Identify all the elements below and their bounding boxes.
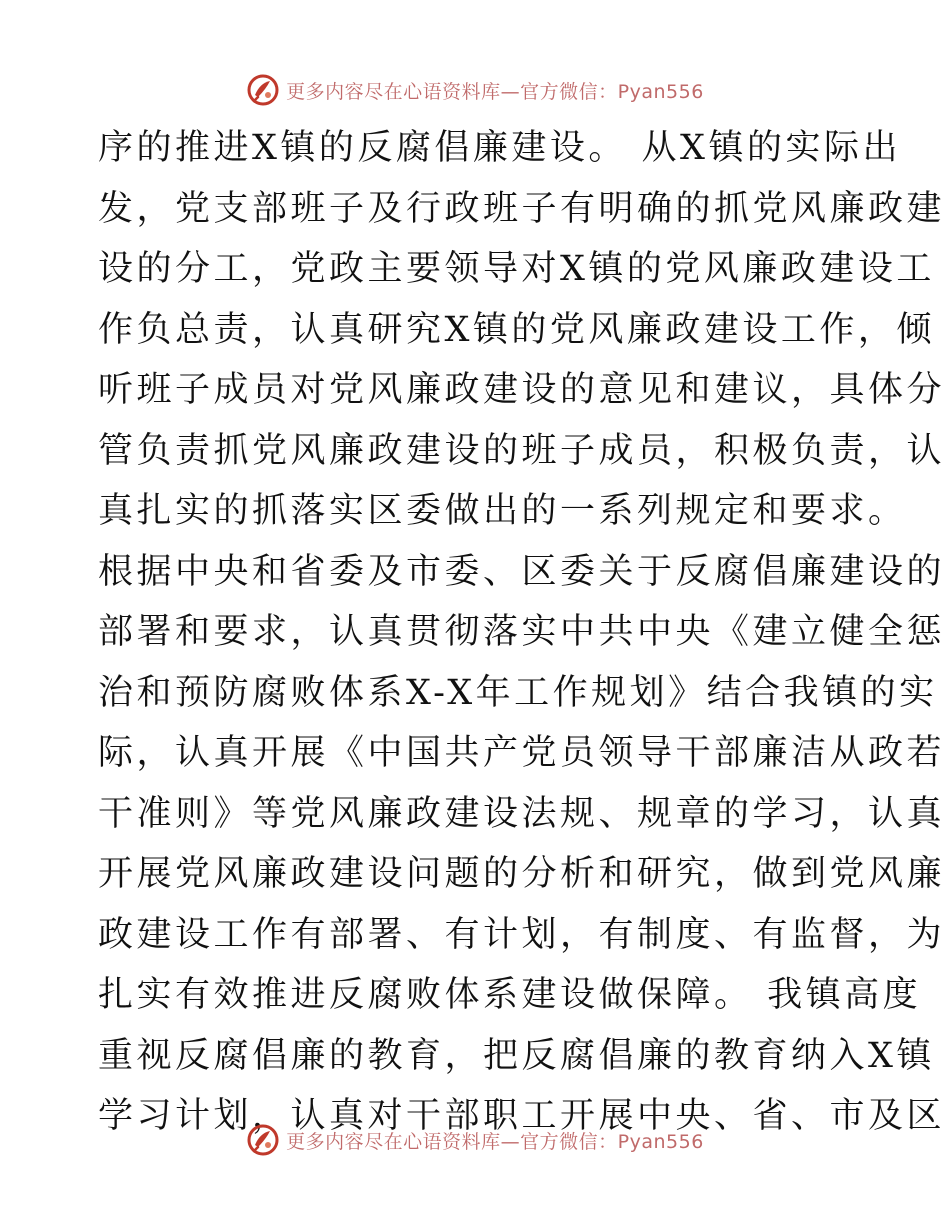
body-line: 发，党支部班子及行政班子有明确的抓党风廉政建	[98, 188, 946, 229]
body-line: 真扎实的抓落实区委做出的一系列规定和要求。	[98, 491, 907, 531]
body-line: 设的分工，党政主要领导对X镇的党风廉政建设工	[98, 249, 935, 289]
body-line: 管负责抓党风廉政建设的班子成员，积极负责，认	[98, 430, 946, 471]
body-line: 开展党风廉政建设问题的分析和研究，做到党风廉	[98, 854, 946, 894]
header-watermark-text: 更多内容尽在心语资料库—官方微信：Pyan556	[286, 80, 704, 103]
body-line: 扎实有效推进反腐败体系建设做保障。 我镇高度	[98, 975, 922, 1015]
body-line: 序的推进X镇的反腐倡廉建设。 从X镇的实际出	[98, 128, 901, 168]
header-watermark	[0, 70, 950, 110]
brand-logo-icon	[246, 73, 280, 107]
body-line: 重视反腐倡廉的教育，把反腐倡廉的教育纳入X镇	[98, 1035, 935, 1076]
footer-watermark	[0, 1120, 950, 1160]
body-line: 政建设工作有部署、有计划，有制度、有监督，为	[98, 914, 946, 955]
body-line: 听班子成员对党风廉政建设的意见和建议，具体分	[98, 370, 946, 410]
brand-logo-icon	[246, 1123, 280, 1157]
body-line: 部署和要求，认真贯彻落实中共中央《建立健全惩	[98, 612, 946, 652]
body-line: 治和预防腐败体系X-X年工作规划》结合我镇的实	[98, 672, 938, 713]
footer-watermark-text: 更多内容尽在心语资料库—官方微信：Pyan556	[286, 1130, 704, 1153]
body-line: 际，认真开展《中国共产党员领导干部廉洁从政若	[98, 733, 946, 773]
document-body	[98, 118, 946, 1147]
body-line: 根据中央和省委及市委、区委关于反腐倡廉建设的	[98, 551, 946, 592]
body-line: 作负总责，认真研究X镇的党风廉政建设工作，倾	[98, 309, 935, 350]
body-line: 干准则》等党风廉政建设法规、规章的学习，认真	[98, 793, 946, 834]
body-line: 学习计划，认真对干部职工开展中央、省、市及区	[98, 1096, 946, 1136]
